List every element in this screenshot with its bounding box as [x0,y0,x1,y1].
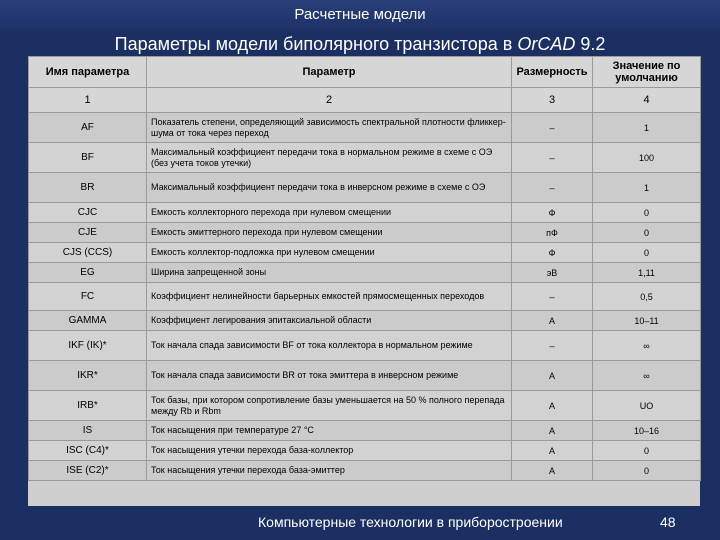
param-description-cell: Ток насыщения при температуре 27 °C [147,421,512,441]
param-default-cell: 1 [593,173,701,203]
table-row [29,283,701,311]
table-row [29,143,701,173]
param-name-cell: BR [29,173,147,203]
param-unit-cell: – [512,173,593,203]
param-unit-cell: Ф [512,203,593,223]
col-number: 1 [29,88,147,113]
param-description-cell: Ток базы, при котором сопротивление базы уменьшается на 50 % полного перепада между Rb и Rbm [147,391,512,421]
param-default-cell: 10–16 [593,421,701,441]
param-name-cell: ISE (C2)* [29,461,147,481]
table-row [29,203,701,223]
param-unit-cell: А [512,311,593,331]
param-description-cell: Показатель степени, определяющий зависимость спектральной плотности фликкер-шума от тока через переход [147,113,512,143]
slide-section-title: Расчетные модели [0,0,720,30]
param-name-cell: CJS (CCS) [29,243,147,263]
param-name-cell: BF [29,143,147,173]
param-name-cell: AF [29,113,147,143]
param-unit-cell: А [512,361,593,391]
param-unit-cell: пФ [512,223,593,243]
table-row [29,311,701,331]
param-default-cell: ∞ [593,331,701,361]
table-row [29,461,701,481]
col-number: 3 [512,88,593,113]
col-number: 2 [147,88,512,113]
param-unit-cell: – [512,143,593,173]
param-name-cell: FC [29,283,147,311]
parameters-table [28,56,701,481]
param-default-cell: ∞ [593,361,701,391]
param-description-cell: Емкость коллектор-подложка при нулевом смещении [147,243,512,263]
param-unit-cell: Ф [512,243,593,263]
param-default-cell: 0 [593,461,701,481]
col-header-default: Значение по умолчанию [593,57,701,88]
param-unit-cell: – [512,283,593,311]
param-unit-cell: эВ [512,263,593,283]
header-row [29,57,701,88]
param-default-cell: 0 [593,203,701,223]
param-default-cell: UO [593,391,701,421]
param-name-cell: ISC (C4)* [29,441,147,461]
slide-title [0,30,720,58]
param-description-cell: Максимальный коэффициент передачи тока в инверсном режиме в схеме с ОЭ [147,173,512,203]
table-row [29,361,701,391]
param-description-cell: Ширина запрещенной зоны [147,263,512,283]
param-unit-cell: – [512,331,593,361]
param-default-cell: 100 [593,143,701,173]
table-row [29,421,701,441]
col-header-unit: Размерность [512,57,593,88]
table-body [29,113,701,481]
title-text: Параметры модели биполярного транзистора в [114,34,518,54]
param-default-cell: 10–11 [593,311,701,331]
param-name-cell: IKR* [29,361,147,391]
table-row [29,331,701,361]
param-description-cell: Емкость коллекторного перехода при нулевом смещении [147,203,512,223]
param-description-cell: Коэффициент нелинейности барьерных емкостей прямосмещенных переходов [147,283,512,311]
col-number: 4 [593,88,701,113]
param-description-cell: Ток начала спада зависимости BF от тока коллектора в нормальном режиме [147,331,512,361]
param-unit-cell: А [512,421,593,441]
param-unit-cell: – [512,113,593,143]
param-description-cell: Емкость эмиттерного перехода при нулевом смещении [147,223,512,243]
param-name-cell: CJC [29,203,147,223]
param-default-cell: 0,5 [593,283,701,311]
param-default-cell: 1 [593,113,701,143]
col-header-name: Имя параметра [29,57,147,88]
param-description-cell: Ток начала спада зависимости BR от тока эмиттера в инверсном режиме [147,361,512,391]
param-default-cell: 0 [593,223,701,243]
title-software-name: OrCAD [517,34,576,54]
table-row [29,113,701,143]
table-row [29,243,701,263]
param-unit-cell: А [512,391,593,421]
param-default-cell: 0 [593,243,701,263]
param-default-cell: 0 [593,441,701,461]
param-description-cell: Ток насыщения утечки перехода база-коллектор [147,441,512,461]
param-name-cell: IKF (IK)* [29,331,147,361]
param-default-cell: 1,11 [593,263,701,283]
param-description-cell: Коэффициент легирования эпитаксиальной области [147,311,512,331]
table-row [29,173,701,203]
column-number-row [29,88,701,113]
parameters-table-container [28,56,700,506]
table-row [29,391,701,421]
title-version: 9.2 [575,34,606,54]
table-row [29,223,701,243]
page-number: 48 [660,514,676,530]
footer-text: Компьютерные технологии в приборостроении [258,514,563,530]
param-name-cell: EG [29,263,147,283]
param-unit-cell: А [512,461,593,481]
footer [0,506,720,540]
param-description-cell: Ток насыщения утечки перехода база-эмиттер [147,461,512,481]
param-name-cell: GAMMA [29,311,147,331]
param-name-cell: IRB* [29,391,147,421]
param-description-cell: Максимальный коэффициент передачи тока в нормальном режиме в схеме с ОЭ (без учета токов утечки) [147,143,512,173]
col-header-param: Параметр [147,57,512,88]
table-row [29,441,701,461]
param-unit-cell: А [512,441,593,461]
param-name-cell: IS [29,421,147,441]
table-row [29,263,701,283]
param-name-cell: CJE [29,223,147,243]
